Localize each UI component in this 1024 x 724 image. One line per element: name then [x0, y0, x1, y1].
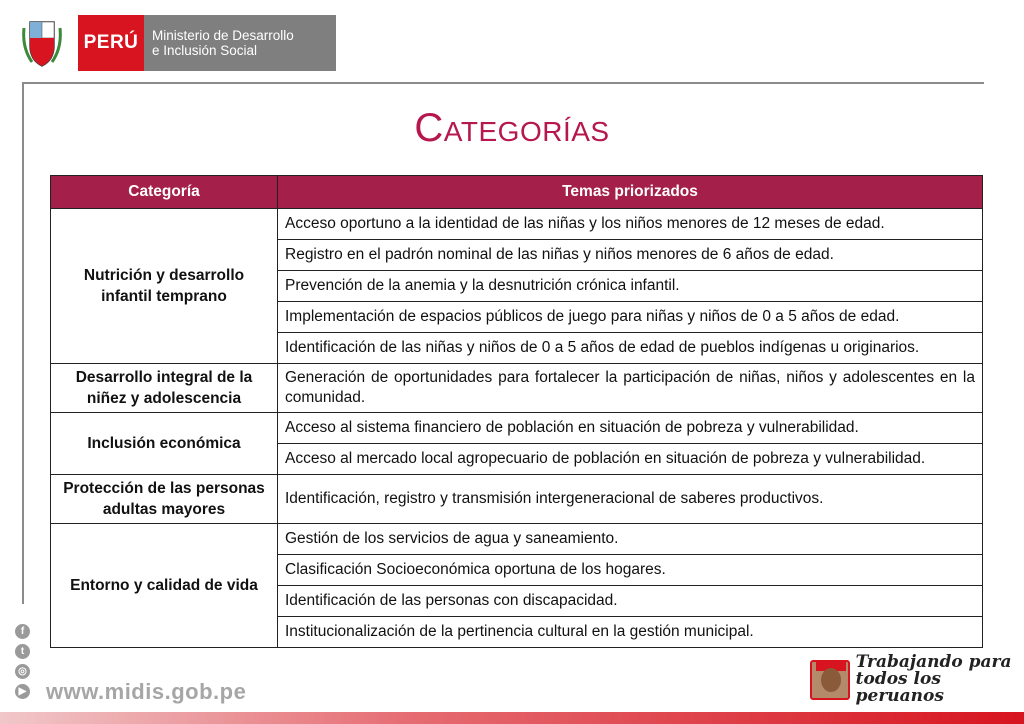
topic-cell: Identificación, registro y transmisión intergeneracional de saberes productivos. [278, 475, 983, 524]
frame-top-line [22, 82, 984, 84]
avatar [810, 660, 850, 700]
topic-cell: Implementación de espacios públicos de juego para niñas y niños de 0 a 5 años de edad. [278, 302, 983, 333]
table-row [51, 413, 983, 444]
youtube-icon[interactable]: ▶ [15, 684, 30, 699]
topic-cell: Clasificación Socioeconómica oportuna de los hogares. [278, 555, 983, 586]
table-row [51, 209, 983, 240]
peru-label: PERÚ [83, 32, 139, 53]
category-cell: Entorno y calidad de vida [51, 524, 278, 648]
slogan-line-1: Trabajando para [855, 652, 1012, 672]
twitter-icon[interactable]: t [15, 644, 30, 659]
topic-cell: Prevención de la anemia y la desnutrición crónica infantil. [278, 271, 983, 302]
ministry-logo [144, 15, 336, 71]
topic-cell: Acceso al mercado local agropecuario de población en situación de pobreza y vulnerabilidad. [278, 444, 983, 475]
frame-left-line [22, 84, 24, 604]
topic-cell: Identificación de las niñas y niños de 0 a 5 años de edad de pueblos indígenas u originarios. [278, 333, 983, 364]
social-links [15, 624, 30, 699]
topic-cell: Gestión de los servicios de agua y saneamiento. [278, 524, 983, 555]
category-cell: Inclusión económica [51, 413, 278, 475]
ministry-line-1: Ministerio de Desarrollo [152, 28, 294, 43]
topic-cell: Acceso al sistema financiero de población en situación de pobreza y vulnerabilidad. [278, 413, 983, 444]
categories-table [50, 175, 983, 648]
peru-logo [78, 15, 144, 71]
topic-cell: Generación de oportunidades para fortalecer la participación de niñas, niños y adolescentes en la comunidad. [278, 364, 983, 413]
category-cell: Nutrición y desarrollo infantil temprano [51, 209, 278, 364]
ministry-line-2: e Inclusión Social [152, 43, 258, 58]
category-cell: Protección de las personas adultas mayores [51, 475, 278, 524]
topic-cell: Acceso oportuno a la identidad de las niñas y los niños menores de 12 meses de edad. [278, 209, 983, 240]
bottom-color-bar [0, 712, 1024, 724]
table-row [51, 524, 983, 555]
slogan-line-2: todos los peruanos [855, 669, 944, 706]
slogan-text [856, 654, 1024, 705]
table-header-row [51, 176, 983, 209]
page-title: Categorías [414, 106, 610, 150]
facebook-icon[interactable]: f [15, 624, 30, 639]
header [22, 14, 336, 72]
slogan-block [810, 654, 1024, 705]
coat-of-arms-icon [22, 18, 62, 68]
topic-cell: Identificación de las personas con discapacidad. [278, 586, 983, 617]
header-topics: Temas priorizados [278, 176, 983, 209]
header-category: Categoría [51, 176, 278, 209]
table-row [51, 475, 983, 524]
instagram-icon[interactable]: ◎ [15, 664, 30, 679]
topic-cell: Institucionalización de la pertinencia cultural en la gestión municipal. [278, 617, 983, 648]
table-row [51, 364, 983, 413]
website-url[interactable]: www.midis.gob.pe [46, 679, 247, 704]
topic-cell: Registro en el padrón nominal de las niñas y niños menores de 6 años de edad. [278, 240, 983, 271]
category-cell: Desarrollo integral de la niñez y adolescencia [51, 364, 278, 413]
